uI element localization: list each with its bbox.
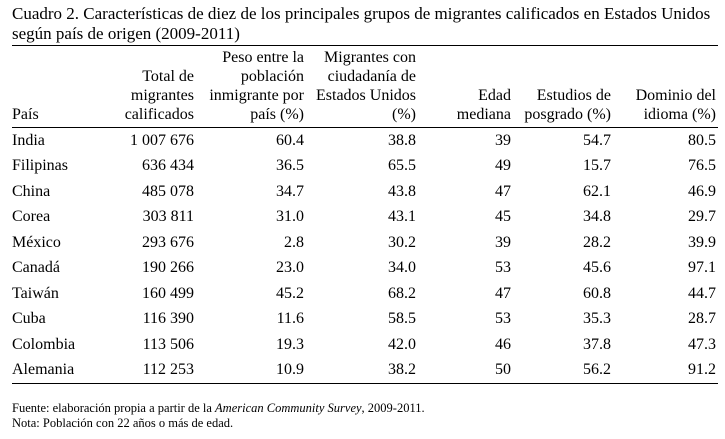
header-dominio-idioma: Dominio del idioma (%) [613,46,718,128]
cell-edad-mediana: 46 [495,335,511,353]
header-peso-poblacion: Peso entre la población inmigrante por país (%) [196,46,306,128]
cell-total-migrantes: 113 506 [142,335,194,353]
cell-estudios-posgrado: 60.8 [583,284,611,302]
cell-pais: Alemania [12,358,102,384]
cell-ciudadania: 43.8 [388,182,416,200]
source-note [12,401,425,416]
cell-ciudadania: 58.5 [388,310,416,328]
table-row [12,281,718,307]
cell-estudios-posgrado: 62.1 [583,182,611,200]
cell-edad-mediana: 53 [495,310,511,328]
table-caption: Cuadro 2. Características de diez de los principales grupos de migrantes calificados en Estados Unidos según país de origen (2009-2011) [12,4,711,43]
table-body [12,128,718,384]
cell-edad-mediana: 49 [495,157,511,175]
cell-ciudadania: 30.2 [388,233,416,251]
source-title: American Community Survey [215,401,362,415]
cell-ciudadania: 68.2 [388,284,416,302]
table-header-row [12,46,718,128]
cell-estudios-posgrado: 54.7 [583,131,611,149]
cell-peso-poblacion: 31.0 [276,208,304,226]
cell-total-migrantes: 112 253 [102,358,196,384]
cell-dominio-idioma: 46.9 [688,182,716,200]
cell-pais: Cuba [12,310,46,328]
population-note: Nota: Población con 22 años o más de edad. [12,416,234,430]
table-row [12,307,718,333]
cell-edad-mediana: 39 [495,131,511,149]
cell-ciudadania: 38.8 [388,131,416,149]
cell-pais: Corea [12,208,51,226]
header-total-migrantes: Total de migrantes calificados [102,46,196,128]
migrants-table [12,45,718,384]
cell-estudios-posgrado: 56.2 [513,358,613,384]
cell-dominio-idioma: 97.1 [688,259,716,277]
table-row [12,205,718,231]
cell-dominio-idioma: 29.7 [688,208,716,226]
table-row [12,128,718,154]
table-row [12,230,718,256]
cell-estudios-posgrado: 34.8 [583,208,611,226]
cell-dominio-idioma: 80.5 [688,131,716,149]
cell-peso-poblacion: 60.4 [276,131,304,149]
cell-pais: Colombia [12,335,76,353]
cell-dominio-idioma: 28.7 [688,310,716,328]
cell-total-migrantes: 485 078 [142,182,194,200]
cell-total-migrantes: 116 390 [142,310,194,328]
cell-peso-poblacion: 10.9 [196,358,306,384]
source-prefix: Fuente: elaboración propia a partir de la [12,401,216,415]
cell-estudios-posgrado: 37.8 [583,335,611,353]
cell-pais: China [12,182,51,200]
cell-peso-poblacion: 45.2 [276,284,304,302]
cell-ciudadania: 38.2 [306,358,418,384]
cell-estudios-posgrado: 45.6 [583,259,611,277]
cell-estudios-posgrado: 28.2 [583,233,611,251]
cell-edad-mediana: 53 [495,259,511,277]
cell-estudios-posgrado: 15.7 [583,157,611,175]
table-notes [12,401,425,431]
cell-estudios-posgrado: 35.3 [583,310,611,328]
cell-dominio-idioma: 91.2 [613,358,718,384]
cell-peso-poblacion: 2.8 [284,233,304,251]
cell-peso-poblacion: 23.0 [276,259,304,277]
cell-peso-poblacion: 11.6 [276,310,304,328]
header-estudios-posgrado: Estudios de posgrado (%) [513,46,613,128]
cell-total-migrantes: 1 007 676 [130,131,194,149]
cell-edad-mediana: 39 [495,233,511,251]
header-pais: País [12,46,102,128]
cell-pais: México [12,233,61,251]
cell-edad-mediana: 47 [495,284,511,302]
table-row [12,256,718,282]
table-row [12,332,718,358]
cell-pais: Canadá [12,259,60,277]
cell-dominio-idioma: 47.3 [688,335,716,353]
cell-peso-poblacion: 19.3 [276,335,304,353]
cell-dominio-idioma: 39.9 [688,233,716,251]
cell-ciudadania: 65.5 [388,157,416,175]
cell-total-migrantes: 190 266 [142,259,194,277]
source-suffix: , 2009-2011. [361,401,425,415]
cell-ciudadania: 34.0 [388,259,416,277]
cell-total-migrantes: 636 434 [142,157,194,175]
cell-pais: Filipinas [12,157,69,175]
cell-total-migrantes: 293 676 [142,233,194,251]
table-row [12,154,718,180]
cell-total-migrantes: 303 811 [142,208,194,226]
cell-edad-mediana: 50 [418,358,513,384]
cell-pais: India [12,131,45,149]
cell-peso-poblacion: 34.7 [276,182,304,200]
cell-dominio-idioma: 44.7 [688,284,716,302]
table-row [12,179,718,205]
cell-total-migrantes: 160 499 [142,284,194,302]
cell-pais: Taiwán [12,284,59,302]
cell-dominio-idioma: 76.5 [688,157,716,175]
cell-peso-poblacion: 36.5 [276,157,304,175]
cell-edad-mediana: 47 [495,182,511,200]
cell-ciudadania: 42.0 [388,335,416,353]
header-ciudadania: Migrantes con ciudadanía de Estados Unidos (%) [306,46,418,128]
cell-edad-mediana: 45 [495,208,511,226]
table-row [12,358,718,384]
cell-ciudadania: 43.1 [388,208,416,226]
header-edad-mediana: Edad mediana [418,46,513,128]
